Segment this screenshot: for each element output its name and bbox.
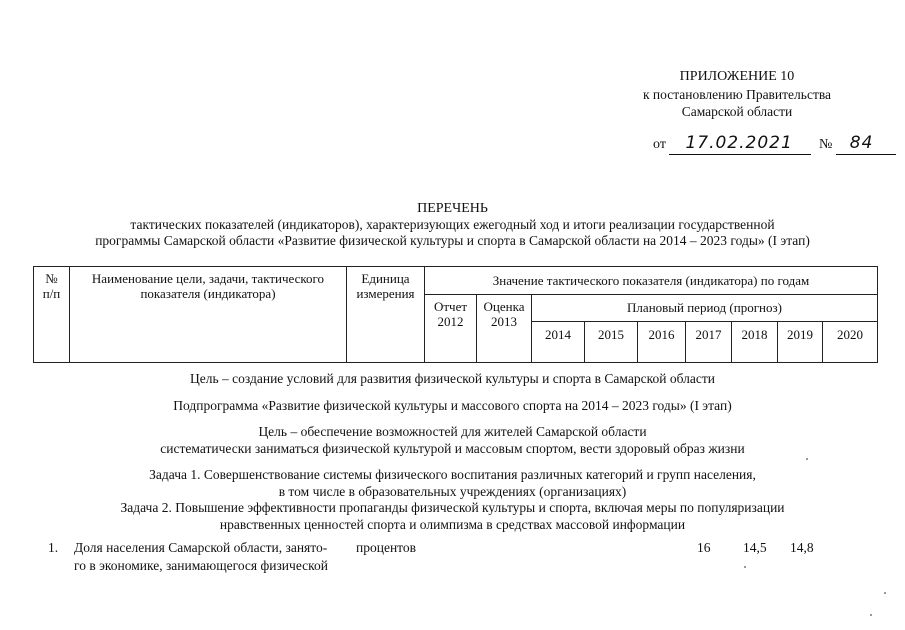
header-estimate-2013: Оценка 2013: [483, 299, 525, 329]
header-values-by-year: Значение тактического показателя (индикатора) по годам: [492, 273, 810, 288]
decree-date: 17.02.2021: [685, 133, 793, 153]
scan-speck: [744, 566, 746, 568]
header-planned-period: Плановый период (прогноз): [627, 300, 782, 315]
document-title: ПЕРЕЧЕНЬ: [417, 201, 488, 216]
appendix-title: ПРИЛОЖЕНИЕ 10: [679, 69, 795, 84]
table-bottom-border: [33, 362, 878, 363]
scan-speck: [870, 614, 872, 616]
number-label: №: [818, 137, 833, 152]
appendix-line-3: Самарской области: [681, 104, 793, 119]
table-right-border: [877, 266, 878, 363]
header-num: № п/п: [42, 271, 61, 301]
row-value-2014: 14,8: [790, 540, 814, 555]
header-report-2012: Отчет 2012: [433, 299, 468, 329]
header-indicator-name: Наименование цели, задачи, тактического показателя (индикатора): [91, 271, 325, 301]
task-2-heading: Задача 2. Повышение эффективности пропаганды физической культуры и спорта, включая меры по популяризации нравственных ценностей спорта и олимпизма в средствах массовой информации: [120, 500, 785, 532]
task-1-heading: Задача 1. Совершенствование системы физического воспитания различных категорий и групп населения, в том числе в образовательных учреждениях (организациях): [149, 467, 756, 499]
goal-heading: Цель – создание условий для развития физической культуры и спорта в Самарской области: [190, 371, 715, 386]
subprogram-heading: Подпрограмма «Развитие физической культуры и массового спорта на 2014 – 2023 годы» (I этап): [173, 398, 732, 413]
row-indicator-name: Доля населения Самарской области, занято- го в экономике, занимающегося физической: [74, 540, 328, 573]
header-year-2018: 2018: [741, 327, 768, 342]
document-subtitle-line-2: тактических показателей (индикаторов), характеризующих ежегодный ход и итоги реализации государственной: [130, 217, 775, 232]
header-year-2019: 2019: [787, 327, 813, 342]
row-unit: процентов: [356, 540, 417, 555]
from-label: от: [653, 137, 666, 152]
row-value-2012: 16: [697, 540, 711, 555]
document-heading: [0, 200, 905, 249]
table-top-border: [33, 266, 878, 267]
row-value-2013: 14,5: [743, 540, 767, 555]
values-header-divider: [424, 294, 878, 295]
header-year-2014: 2014: [545, 327, 571, 342]
document-subtitle-line-3: программы Самарской области «Развитие физической культуры и спорта в Самарской области на 2014 – 2023 годы» (I этап): [95, 233, 810, 248]
header-year-2016: 2016: [648, 327, 675, 342]
subgoal-heading: Цель – обеспечение возможностей для жителей Самарской области систематически заниматься физической культурой и массовым спортом, вести здоровый образ жизни: [160, 424, 745, 456]
row-number: 1.: [48, 540, 59, 555]
header-year-2015: 2015: [598, 327, 624, 342]
decree-number: 84: [849, 133, 874, 153]
scan-speck: [884, 592, 886, 594]
header-year-2017: 2017: [695, 327, 722, 342]
appendix-line-2: к постановлению Правительства: [642, 87, 832, 102]
scan-speck: [806, 458, 808, 460]
header-year-2020: 2020: [837, 327, 863, 342]
decree-dateline: [653, 134, 896, 155]
header-unit: Единица измерения: [356, 271, 415, 301]
appendix-header: [607, 68, 867, 120]
